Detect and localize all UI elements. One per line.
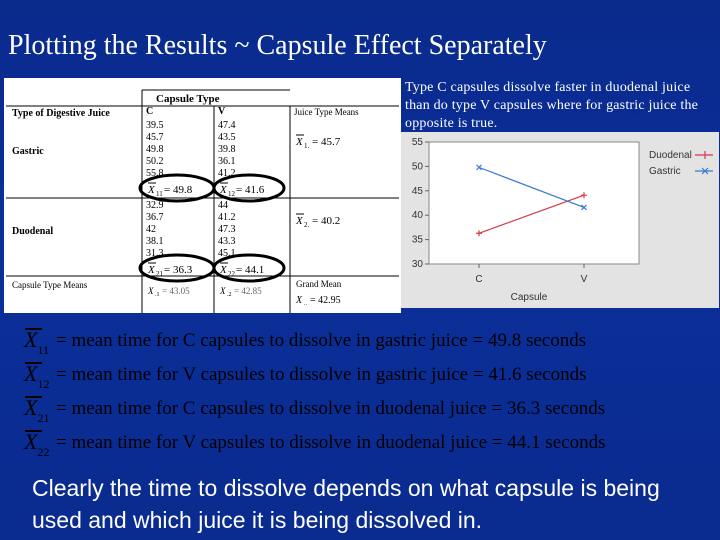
duodenal-c-4: 38.1 xyxy=(146,236,164,247)
row-duodenal: Duodenal xyxy=(12,226,54,237)
svg-text:X: X xyxy=(296,295,303,306)
gastric-v-5: 41.2 xyxy=(218,168,236,179)
gastric-c-2: 45.7 xyxy=(146,132,164,143)
svg-text:X: X xyxy=(148,264,155,276)
y-tick-label: 40 xyxy=(411,210,423,222)
svg-text:21: 21 xyxy=(156,270,163,278)
slide-title: Plotting the Results ~ Capsule Effect Separately xyxy=(8,30,547,61)
gastric-v-1: 47.4 xyxy=(218,120,236,131)
gastric-c-4: 50.2 xyxy=(146,156,164,167)
legend-label: Duodenal xyxy=(649,150,692,161)
svg-text:..: .. xyxy=(304,301,307,307)
x-tick-label: C xyxy=(475,274,483,285)
capsule-type-header: Capsule Type xyxy=(156,93,220,105)
svg-text:X: X xyxy=(296,215,303,227)
definition-text: = mean time for C capsules to dissolve in gastric juice = 49.8 seconds xyxy=(56,330,587,351)
svg-text:X: X xyxy=(148,184,155,196)
legend-marker xyxy=(695,168,713,174)
juice-type-header: Type of Digestive Juice xyxy=(12,108,110,119)
svg-text:X: X xyxy=(296,136,303,148)
grand-mean-label: Grand Mean xyxy=(296,279,342,289)
svg-text:2.: 2. xyxy=(304,221,310,229)
gastric-c-3: 49.8 xyxy=(146,144,164,155)
col-c-header: C xyxy=(146,106,154,117)
xbar-symbol: $X_{11}$ xyxy=(24,327,50,357)
col-v-header: V xyxy=(218,106,226,117)
gastric-v-2: 43.5 xyxy=(218,132,236,143)
duodenal-v-4: 43.3 xyxy=(218,236,236,247)
svg-text:11: 11 xyxy=(156,190,163,198)
y-tick-label: 30 xyxy=(411,259,423,270)
definition-text: = mean time for V capsules to dissolve in duodenal juice = 44.1 seconds xyxy=(56,432,606,453)
slide-caption: Type C capsules dissolve faster in duodenal juice than do type V capsules where for gastric juice the opposite is true. xyxy=(405,80,699,131)
duodenal-v-3: 47.3 xyxy=(218,224,236,235)
duodenal-c-2: 36.7 xyxy=(146,212,164,223)
y-tick-label: 50 xyxy=(411,161,423,173)
xbar-symbol: $X_{12}$ xyxy=(24,361,50,391)
xdot1-value: = 43.05 xyxy=(162,286,190,296)
plot-area xyxy=(429,142,639,264)
grand-mean-value: = 42.95 xyxy=(310,295,341,306)
xbar-symbol: $X_{21}$ xyxy=(24,395,50,425)
x2dot-value: = 40.2 xyxy=(312,215,341,227)
svg-text:.1: .1 xyxy=(155,292,160,298)
svg-text:X: X xyxy=(220,184,227,196)
gastric-c-5: 55.8 xyxy=(146,168,164,179)
y-tick-label: 55 xyxy=(411,137,423,148)
legend-label: Gastric xyxy=(649,166,681,177)
legend-marker xyxy=(695,151,713,159)
duodenal-v-2: 41.2 xyxy=(218,212,236,223)
data-table xyxy=(4,78,401,313)
svg-text:X: X xyxy=(220,264,227,276)
conclusion-text: Clearly the time to dissolve depends on what capsule is being used and which juice it is being dissolved in. xyxy=(32,475,660,533)
xbar-symbol: $X_{22}$ xyxy=(24,429,50,459)
definition-text: = mean time for V capsules to dissolve in gastric juice = 41.6 seconds xyxy=(56,364,587,385)
y-tick-label: 45 xyxy=(411,185,423,197)
duodenal-v-1: 44 xyxy=(218,200,228,211)
svg-text:22: 22 xyxy=(228,270,235,278)
row-capsule-means: Capsule Type Means xyxy=(12,280,88,290)
svg-text:X: X xyxy=(220,286,226,296)
x11-value: = 49.8 xyxy=(164,184,193,196)
gastric-c-1: 39.5 xyxy=(146,120,164,131)
svg-text:1.: 1. xyxy=(304,142,310,150)
x21-value: = 36.3 xyxy=(164,264,193,276)
duodenal-v-5: 45.1 xyxy=(218,248,236,259)
x-tick-label: V xyxy=(580,274,588,285)
juice-means-header: Juice Type Means xyxy=(294,107,359,117)
duodenal-c-5: 31.3 xyxy=(146,248,164,259)
svg-text:.2: .2 xyxy=(227,292,232,298)
y-tick-label: 35 xyxy=(411,234,423,246)
svg-text:12: 12 xyxy=(228,190,235,198)
svg-text:X: X xyxy=(148,286,154,296)
x1dot-value: = 45.7 xyxy=(312,136,341,148)
interaction-chart xyxy=(401,132,719,308)
duodenal-c-3: 42 xyxy=(146,224,156,235)
gastric-v-3: 39.8 xyxy=(218,144,236,155)
definition-text: = mean time for C capsules to dissolve in duodenal juice = 36.3 seconds xyxy=(56,398,606,419)
xdot2-value: = 42.85 xyxy=(234,286,262,296)
x22-value: = 44.1 xyxy=(236,264,265,276)
x12-value: = 41.6 xyxy=(236,184,265,196)
row-gastric: Gastric xyxy=(12,146,44,157)
duodenal-c-1: 32.9 xyxy=(146,200,164,211)
gastric-v-4: 36.1 xyxy=(218,156,236,167)
x-axis-title: Capsule xyxy=(510,292,548,303)
